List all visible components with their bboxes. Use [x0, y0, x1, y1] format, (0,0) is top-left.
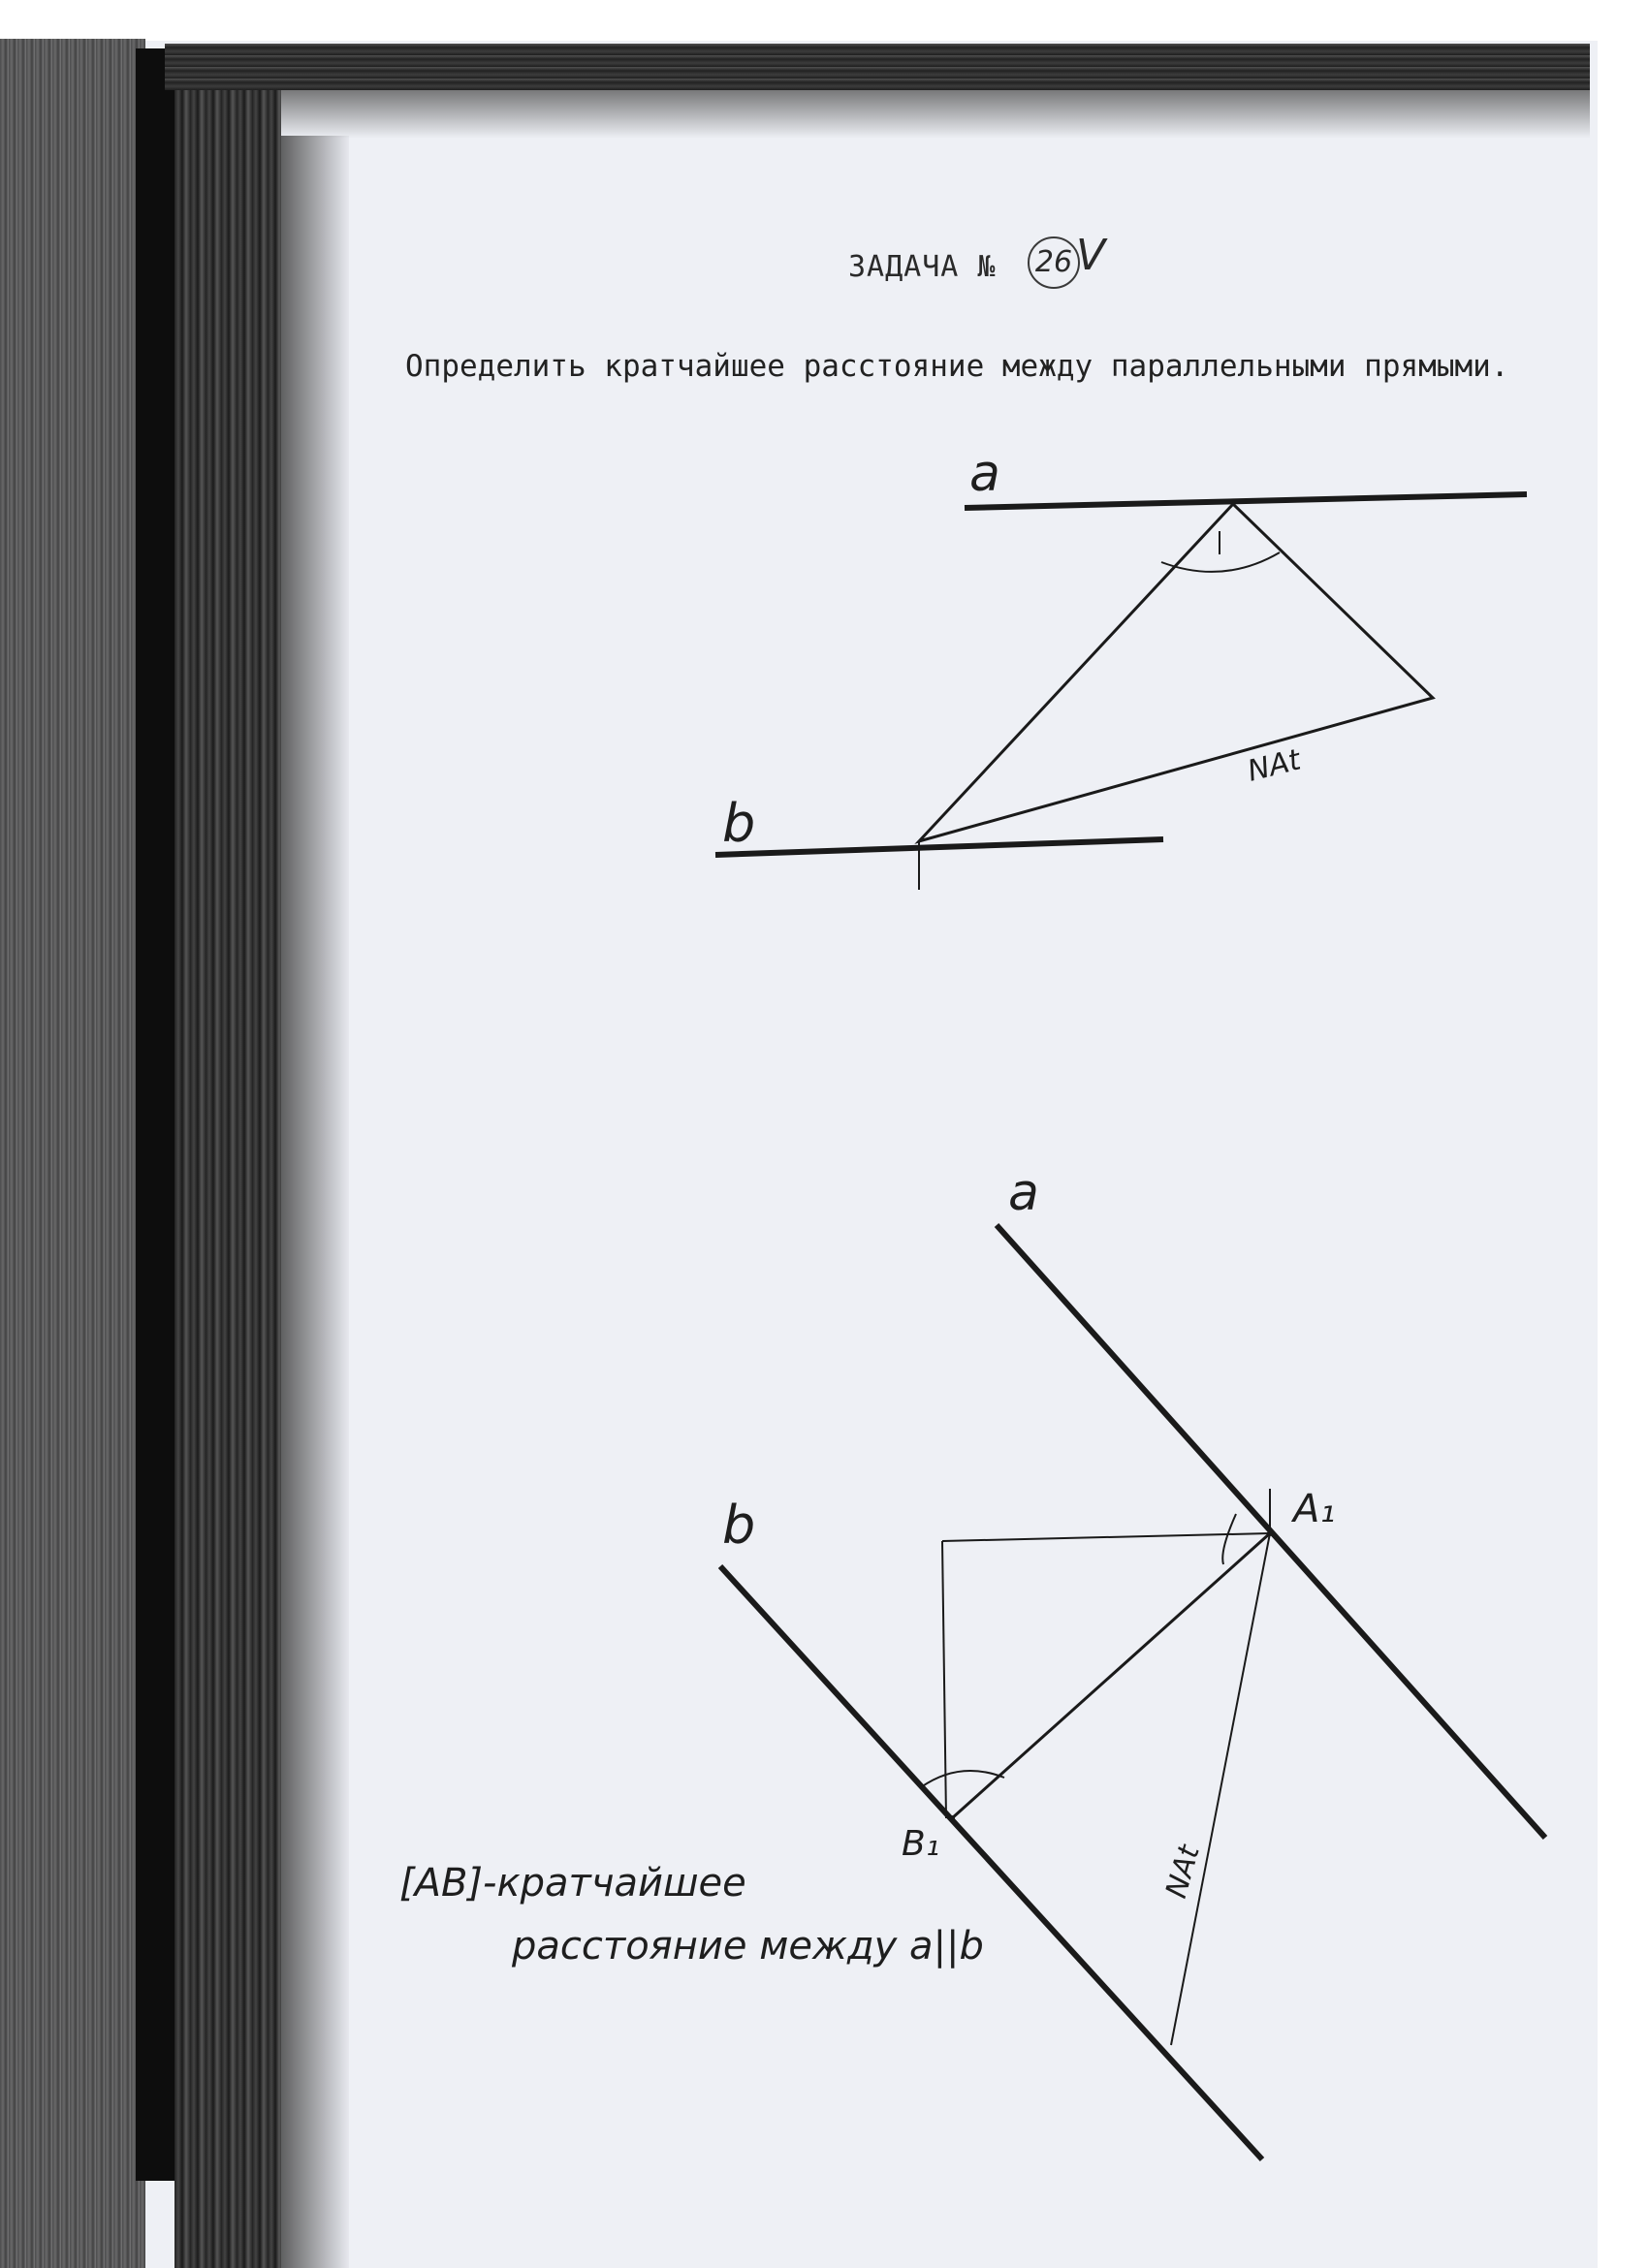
task-number-circled: 26 — [1028, 236, 1080, 289]
top-diagram — [715, 445, 1527, 890]
conclusion-line-1: [AB]-кратчайшее — [399, 1861, 746, 1906]
check-mark: V — [1076, 231, 1106, 280]
bottom-horizontal — [942, 1533, 1270, 1541]
point-a1 — [1267, 1530, 1273, 1536]
bottom-label-b: b — [722, 1495, 756, 1556]
bottom-label-b1: B₁ — [902, 1824, 940, 1864]
top-label-b: b — [722, 793, 756, 854]
conclusion-line-2: расстояние между a||b — [512, 1924, 984, 1969]
task-statement: Определить кратчайшее расстояние между параллельными прямыми. — [405, 349, 1509, 384]
bottom-label-true-length: NAt — [1159, 1841, 1207, 1903]
top-label-true-length: NAt — [1244, 742, 1305, 789]
bottom-label-a: a — [1008, 1164, 1039, 1222]
top-label-a: a — [969, 445, 1000, 503]
top-line-b — [715, 839, 1163, 855]
bottom-diagram — [720, 1164, 1545, 2159]
point-b1 — [949, 1815, 955, 1821]
bottom-right-angle-arc-b1 — [921, 1771, 1004, 1787]
top-triangle — [919, 504, 1433, 841]
bottom-right-angle-arc-a1 — [1222, 1514, 1236, 1564]
bottom-label-a1: A₁ — [1293, 1487, 1336, 1531]
top-line-a — [965, 494, 1527, 508]
bottom-vertical — [942, 1541, 946, 1818]
task-title: ЗАДАЧА № — [848, 250, 997, 284]
